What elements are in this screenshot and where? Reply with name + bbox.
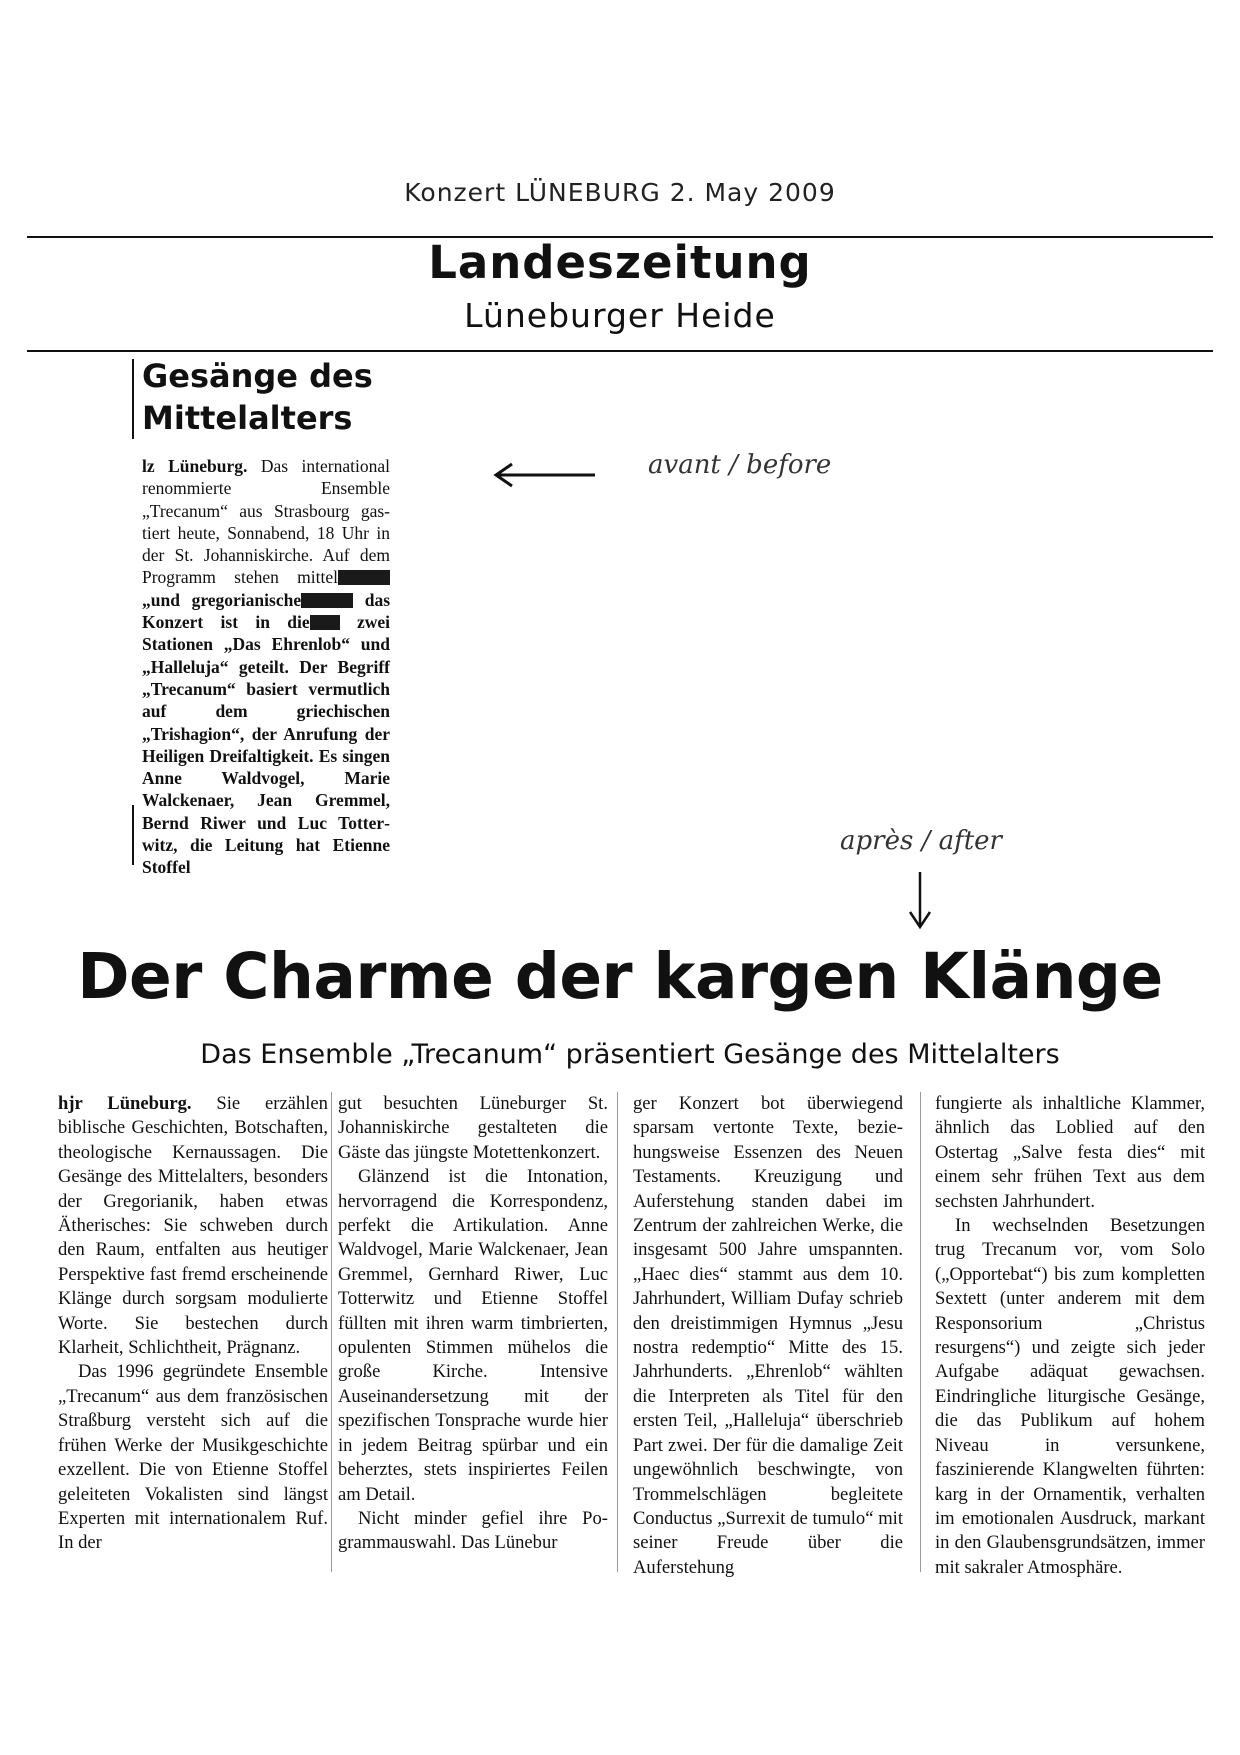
before-text-2: „und gregorianische (142, 589, 302, 610)
before-headline: Gesänge des Mittelalters (142, 357, 373, 437)
arrow-left-icon (490, 460, 600, 490)
column-divider (920, 1092, 921, 1572)
before-dateline: lz Lüneburg. (142, 456, 248, 476)
paragraph: In wechselnden Besetzungen trug Trecanum vor, vom Solo („Opportebat“) bis zum kompletten Sextett (unter anderem mit dem Responsorium „Christus resurgens“) und zeigte sich jeder Aufgabe adäquat gewachsen. Eindringliche liturgische Gesänge, die das Publikum auf hohem Niveau in versunkene, faszinierende Klangwelten führten: karg in der Ornamentik, verhalten im emotionalen Ausdruck, markant in den Glaubensgrundsätzen, immer mit sakraler Atmosphäre. (935, 1215, 1205, 1578)
paragraph: ger Konzert bot überwiegend sparsam vertonte Texte, beziehungsweise Essenzen des Neuen Testaments. Kreuzigung und Auferstehung standen dabei im Zentrum der zahlreichen Werke, die insgesamt 500 Jahre umspannten. „Haec dies“ stammt aus dem 10. Jahrhundert, William Dufay schrieb den dreistimmigen Hymnus „Jesu nostra redemptio“ Mitte des 15. Jahrhunderts. „Ehrenlob“ wählten die Interpreten als Titel für den ersten Teil, „Halleluja“ überschrieb Part zwei. Der für die damalige Zeit ungewöhnlich beschwingte, von Trommelschlägen begleitete Conductus „Surrexit de tumulo“ mit seiner Freude über die Auferstehung (633, 1093, 903, 1578)
column-divider (617, 1092, 618, 1572)
paragraph: gut besuchten Lüneburger St. Johanniskirche gestalteten die Gäste das jüngste Motettenkonzert. (338, 1093, 608, 1163)
paragraph: Das 1996 gegründete Ensemble „Trecanum“ aus dem französischen Straßburg versteht sich auf die frühen Werke der Musikgeschichte exzellent. Die von Etienne Stoffel geleiteten Vokalisten sind längst Experten mit internationalem Ruf. In der (58, 1361, 328, 1554)
before-body (142, 455, 390, 879)
ink-smudge (338, 570, 390, 585)
masthead-title: Landeszeitung (428, 236, 812, 289)
bottom-rule (27, 350, 1213, 352)
before-text-1: Das international renommierte Ensemble „Trecanum“ aus Strasbourg gastiert heute, Sonnabend, 18 Uhr in der St. Johanniskirche. Auf dem Programm stehen mittel (142, 456, 390, 588)
column-divider (331, 1092, 332, 1572)
paragraph-text: Sie erzählen biblische Geschichten, Botschaften, theologische Kernaussagen. Die Gesänge des Mittelalters, besonders der Gregorianik, haben etwas Ätherisches: Sie schweben durch den Raum, entfalten aus heutiger Perspektive fast fremd erscheinende Klänge durch sorgsam modulierte Worte. Sie bestechen durch Klarheit, Schlichtheit, Prägnanz. (58, 1093, 328, 1359)
after-label: après / after (840, 826, 1002, 856)
article-column-1 (58, 1092, 328, 1556)
clipping-edge-line (132, 805, 134, 865)
paragraph: Nicht minder gefiel ihre Pogrammauswahl. Das Lünebur (338, 1507, 608, 1554)
paragraph: Glänzend ist die Intonation, hervorragend die Korrespondenz, perfekt die Artikulation. Anne Waldvogel, Marie Walckenaer, Jean Gremmel, Gernhard Riwer, Luc Totterwitz und Etienne Stoffel füllten mit ihren warm timbrierten, opulenten Stimmen mühelos die große Kirche. Intensive Auseinandersetzung mit der spezifischen Tonsprache wurde hier in jedem Beitrag spürbar und ein beherztes, stets inspiriertes Feilen am Detail. (338, 1166, 608, 1505)
paragraph (58, 1092, 328, 1360)
paragraph: fungierte als inhaltliche Klammer, ähnlich das Loblied auf den Ostertag „Salve festa dies“ mit einem sehr frühen Text aus dem sechsten Jahrhundert. (935, 1093, 1205, 1212)
article-subheadline: Das Ensemble „Trecanum“ präsentiert Gesänge des Mittelalters (200, 1039, 1060, 1070)
article-column-3 (633, 1092, 903, 1580)
before-label: avant / before (648, 450, 832, 480)
article-dateline: hjr Lüneburg. (58, 1093, 192, 1114)
ink-smudge (310, 615, 340, 630)
article-column-4 (935, 1092, 1205, 1580)
clipping-edge-line (132, 359, 134, 439)
article-column-2 (338, 1092, 608, 1556)
before-clipping (132, 355, 422, 895)
arrow-down-icon (905, 870, 935, 930)
masthead-subtitle: Lüneburger Heide (464, 296, 776, 335)
before-text-4: zwei Stationen „Das Ehrenlob“ und „Halleluja“ geteilt. Der Begriff „Trecanum“ basiert vermutlich auf dem griechischen „Trishagion“, der Anrufung der Heiligen Dreifaltigkeit. Es singen Anne Waldvogel, Marie Walckenaer, Jean Gremmel, Bernd Riwer und Luc Totterwitz, die Leitung hat Etienne Stoffel (142, 612, 390, 878)
article-headline: Der Charme der kargen Klänge (77, 940, 1163, 1013)
ink-smudge (301, 593, 353, 608)
source-line: Konzert LÜNEBURG 2. May 2009 (404, 178, 836, 207)
before-text-3: das Konzert ist in die (142, 589, 391, 633)
